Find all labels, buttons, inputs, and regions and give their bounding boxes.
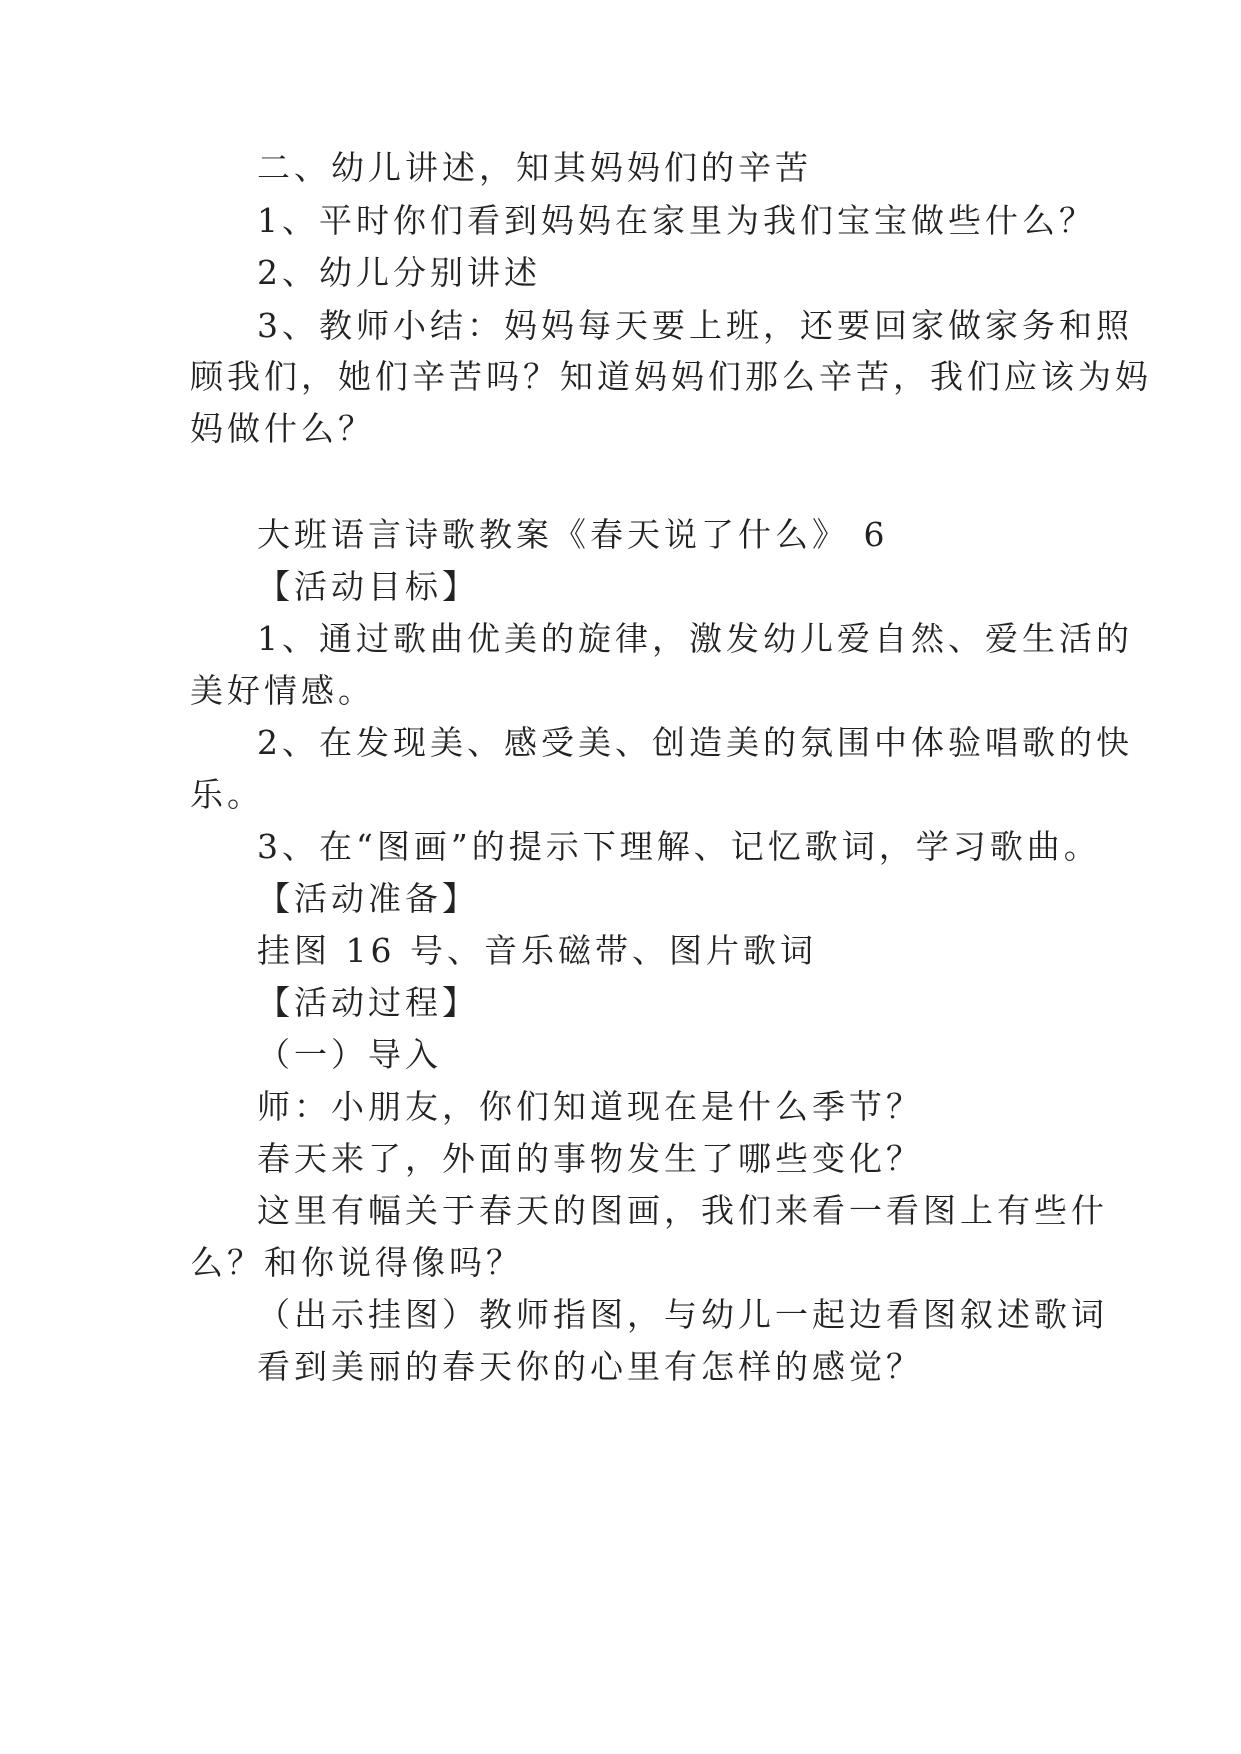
paragraph: 么？和你说得像吗？ bbox=[190, 1243, 523, 1282]
paragraph: 美好情感。 bbox=[190, 671, 375, 710]
section-heading: 二、幼儿讲述，知其妈妈们的辛苦 bbox=[257, 148, 812, 187]
paragraph: 挂图 16 号、音乐磁带、图片歌词 bbox=[257, 931, 817, 970]
paragraph: 1、平时你们看到妈妈在家里为我们宝宝做些什么？ bbox=[257, 201, 1096, 240]
paragraph: 2、幼儿分别讲述 bbox=[257, 253, 541, 292]
section-heading: 【活动目标】 bbox=[257, 567, 479, 606]
paragraph: 3、在“图画”的提示下理解、记忆歌词，学习歌曲。 bbox=[257, 827, 1101, 866]
paragraph: 妈做什么？ bbox=[190, 409, 375, 448]
section-heading: 【活动过程】 bbox=[257, 983, 479, 1022]
paragraph: 1、通过歌曲优美的旋律，激发幼儿爱自然、爱生活的 bbox=[257, 619, 1133, 658]
paragraph: 师：小朋友，你们知道现在是什么季节？ bbox=[257, 1087, 923, 1126]
paragraph: 春天来了，外面的事物发生了哪些变化？ bbox=[257, 1139, 923, 1178]
section-heading: 【活动准备】 bbox=[257, 879, 479, 918]
paragraph: 2、在发现美、感受美、创造美的氛围中体验唱歌的快 bbox=[257, 723, 1133, 762]
paragraph: 看到美丽的春天你的心里有怎样的感觉？ bbox=[257, 1347, 923, 1386]
paragraph: 乐。 bbox=[190, 775, 264, 814]
paragraph: 3、教师小结：妈妈每天要上班，还要回家做家务和照 bbox=[257, 306, 1133, 345]
paragraph: （出示挂图）教师指图，与幼儿一起边看图叙述歌词 bbox=[257, 1295, 1108, 1334]
lesson-title: 大班语言诗歌教案《春天说了什么》 6 bbox=[257, 515, 889, 554]
subsection-heading: （一）导入 bbox=[257, 1035, 442, 1074]
paragraph: 顾我们，她们辛苦吗？知道妈妈们那么辛苦，我们应该为妈 bbox=[190, 357, 1152, 396]
paragraph: 这里有幅关于春天的图画，我们来看一看图上有些什 bbox=[257, 1191, 1108, 1230]
